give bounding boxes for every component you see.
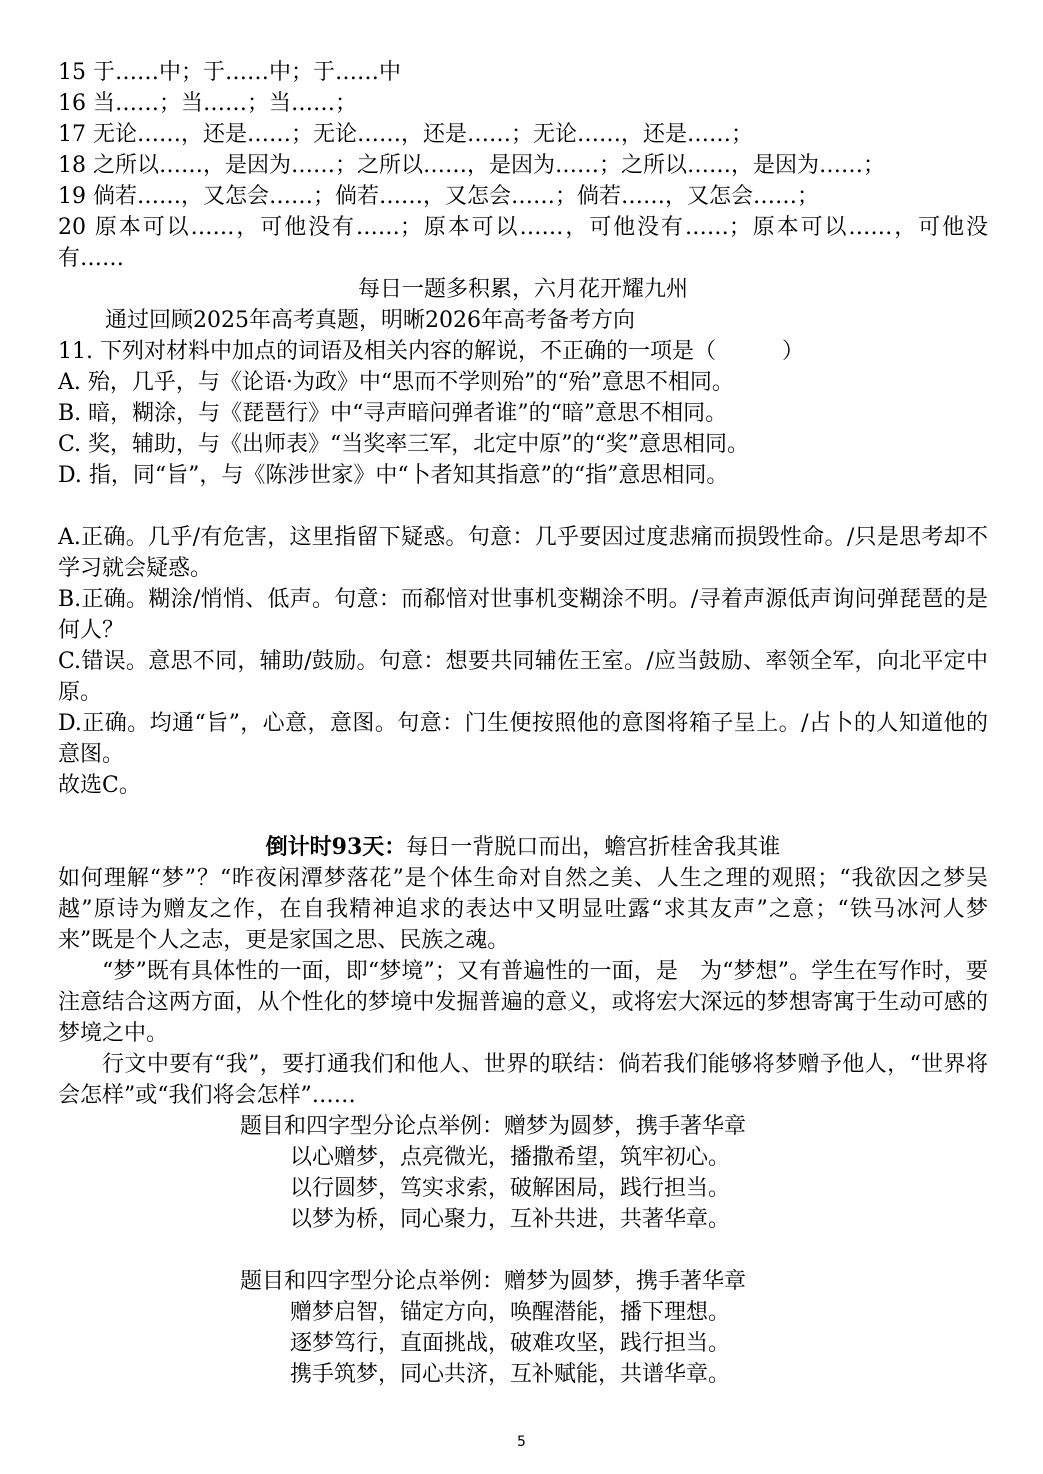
pattern-item: 19 倘若……，又怎会……；倘若……，又怎会……；倘若……，又怎会……； [58, 184, 819, 209]
spacer [58, 491, 988, 522]
question-options [58, 367, 988, 491]
answer-b: B.正确。糊涂/悄悄、低声。句意：而郗愔对世事机变糊涂不明。/寻着声源低声询问弹琵琶的是何人？ [58, 587, 988, 643]
example-title: 题目和四字型分论点举例：赠梦为圆梦，携手著华章 [240, 1269, 747, 1294]
pattern-item: 18 之所以……，是因为……；之所以……，是因为……；之所以……，是因为……； [58, 153, 885, 178]
option-c: C. 奖，辅助，与《出师表》“当奖率三军，北定中原”的“奖”意思相同。 [58, 432, 750, 457]
answer-conclusion: 故选C。 [58, 773, 141, 798]
spacer [58, 1235, 988, 1266]
page-number: 5 [517, 1434, 526, 1450]
answer-a: A.正确。几乎/有危害，这里指留下疑惑。句意：几乎要因过度悲痛而损毁性命。/只是思考却不学习就会疑惑。 [58, 525, 988, 581]
pattern-item: 15 于……中；于……中；于……中 [58, 60, 401, 85]
section-heading: 每日一题多积累，六月花开耀九州 [357, 277, 688, 302]
page-content [58, 57, 988, 1390]
pattern-item: 20 原本可以……，可他没有……；原本可以……，可他没有……；原本可以……，可他没有…… [58, 215, 988, 271]
countdown-title: 每日一背脱口而出，蟾宫折桂舍我其谁 [406, 835, 781, 860]
example-point: 逐梦笃行，直面挑战，破难攻坚，践行担当。 [290, 1331, 731, 1356]
essay-paragraph: 行文中要有“我”，要打通我们和他人、世界的联结：倘若我们能够将梦赠予他人，“世界将会怎样”或“我们将会怎样”…… [58, 1052, 988, 1108]
example-point: 赠梦启智，锚定方向，唤醒潜能，播下理想。 [290, 1300, 731, 1325]
option-b: B. 暗，糊涂，与《琵琶行》中“寻声暗问弹者谁”的“暗”意思不相同。 [58, 401, 728, 426]
essay-paragraph: 如何理解“梦”？“昨夜闲潭梦落花”是个体生命对自然之美、人生之理的观照；“我欲因之梦吴越”原诗为赠友之作，在自我精神追求的表达中又明显吐露“求其友声”之意；“铁马冰河人梦来”既是个人之志，更是家国之思、民族之魂。 [58, 866, 988, 953]
example-title: 题目和四字型分论点举例：赠梦为圆梦，携手著华章 [240, 1114, 747, 1139]
example-point: 携手筑梦，同心共济，互补赋能，共谱华章。 [290, 1362, 731, 1387]
example-point: 以行圆梦，笃实求索，破解困局，践行担当。 [290, 1176, 731, 1201]
pattern-item: 17 无论……，还是……；无论……，还是……；无论……，还是……； [58, 122, 753, 147]
essay-paragraph: “梦”既有具体性的一面，即“梦境”；又有普遍性的一面，是 为“梦想”。学生在写作时，要注意结合这两方面，从个性化的梦境中发掘普遍的意义，或将宏大深远的梦想寄寓于生动可感的梦境之中。 [58, 959, 988, 1046]
countdown-label: 倒计时93天： [265, 834, 407, 860]
answer-d: D.正确。均通“旨”，心意，意图。句意：门生便按照他的意图将箱子呈上。/占卜的人知道他的意图。 [58, 711, 988, 767]
example-block [58, 1111, 988, 1235]
pattern-list [58, 57, 988, 274]
example-block [58, 1266, 988, 1390]
example-point: 以梦为桥，同心聚力，互补共进，共著华章。 [290, 1207, 731, 1232]
example-point: 以心赠梦，点亮微光，播撒希望，筑牢初心。 [290, 1145, 731, 1170]
option-a: A. 殆，几乎，与《论语·为政》中“思而不学则殆”的“殆”意思不相同。 [58, 370, 734, 395]
pattern-item: 16 当……；当……；当……； [58, 91, 357, 116]
spacer [58, 801, 988, 832]
section-subheading: 通过回顾2025年高考真题，明晰2026年高考备考方向 [105, 308, 635, 333]
answer-explanations [58, 522, 988, 801]
question-stem: 11. 下列对材料中加点的词语及相关内容的解说，不正确的一项是（ ） [58, 339, 804, 364]
answer-c: C.错误。意思不同，辅助/鼓励。句意：想要共同辅佐王室。/应当鼓励、率领全军，向北平定中原。 [58, 649, 988, 705]
option-d: D. 指，同“旨”，与《陈涉世家》中“卜者知其指意”的“指”意思相同。 [58, 463, 729, 488]
countdown-heading [58, 832, 988, 863]
